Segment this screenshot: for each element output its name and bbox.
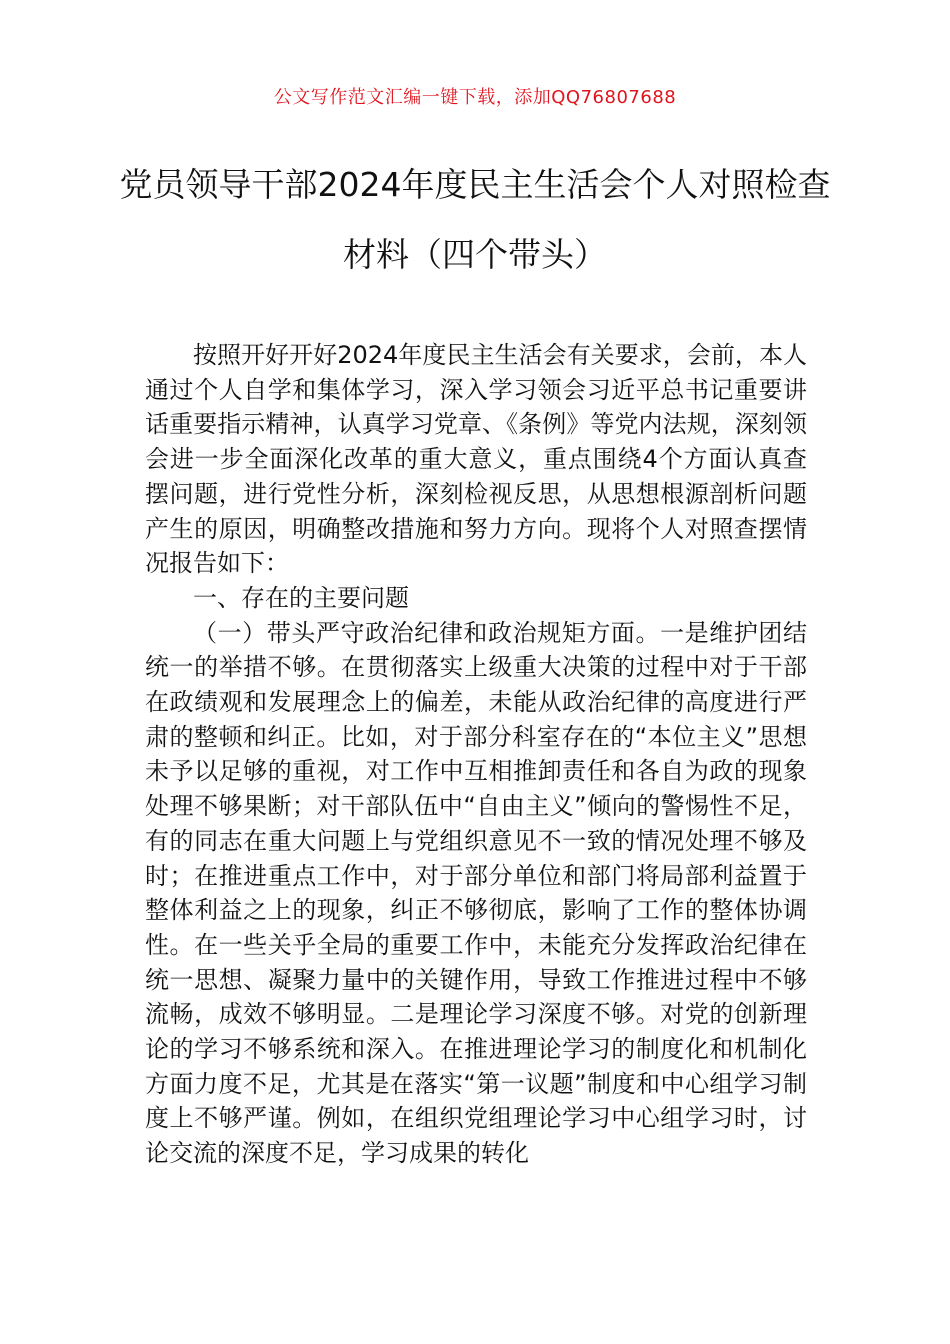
document-body <box>145 338 807 1171</box>
section-heading: 一、存在的主要问题 <box>193 583 409 612</box>
promo-header: 公文写作范文汇编一键下载，添加QQ76807688 <box>273 87 677 108</box>
document-title: 党员领导干部2024年度民主生活会个人对照检查材料（四个带头） <box>119 165 831 274</box>
section-paragraph: （一）带头严守政治纪律和政治规矩方面。一是维护团结统一的举措不够。在贯彻落实上级重大决策的过程中对于干部在政绩观和发展理念上的偏差，未能从政治纪律的高度进行严肃的整顿和纠正。比如，对于部分科室存在的“本位主义”思想未予以足够的重视，对工作中互相推卸责任和各自为政的现象处理不够果断；对干部队伍中“自由主义”倾向的警惕性不足，有的同志在重大问题上与党组织意见不一致的情况处理不够及时；在推进重点工作中，对于部分单位和部门将局部利益置于整体利益之上的现象，纠正不够彻底，影响了工作的整体协调性。在一些关乎全局的重要工作中，未能充分发挥政治纪律在统一思想、凝聚力量中的关键作用，导致工作推进过程中不够流畅，成效不够明显。二是理论学习深度不够。对党的创新理论的学习不够系统和深入。在推进理论学习的制度化和机制化方面力度不足，尤其是在落实“第一议题”制度和中心组学习制度上不够严谨。例如，在组织党组理论学习中心组学习时，讨论交流的深度不足，学习成果的转化 <box>145 618 807 1168</box>
intro-paragraph: 按照开好开好2024年度民主生活会有关要求，会前，本人通过个人自学和集体学习，深入学习领会习近平总书记重要讲话重要指示精神，认真学习党章、《条例》等党内法规，深刻领会进一步全面深化改革的重大意义，重点围绕4个方面认真查摆问题，进行党性分析，深刻检视反思，从思想根源剖析问题产生的原因，明确整改措施和努力方向。现将个人对照查摆情况报告如下： <box>145 341 807 578</box>
